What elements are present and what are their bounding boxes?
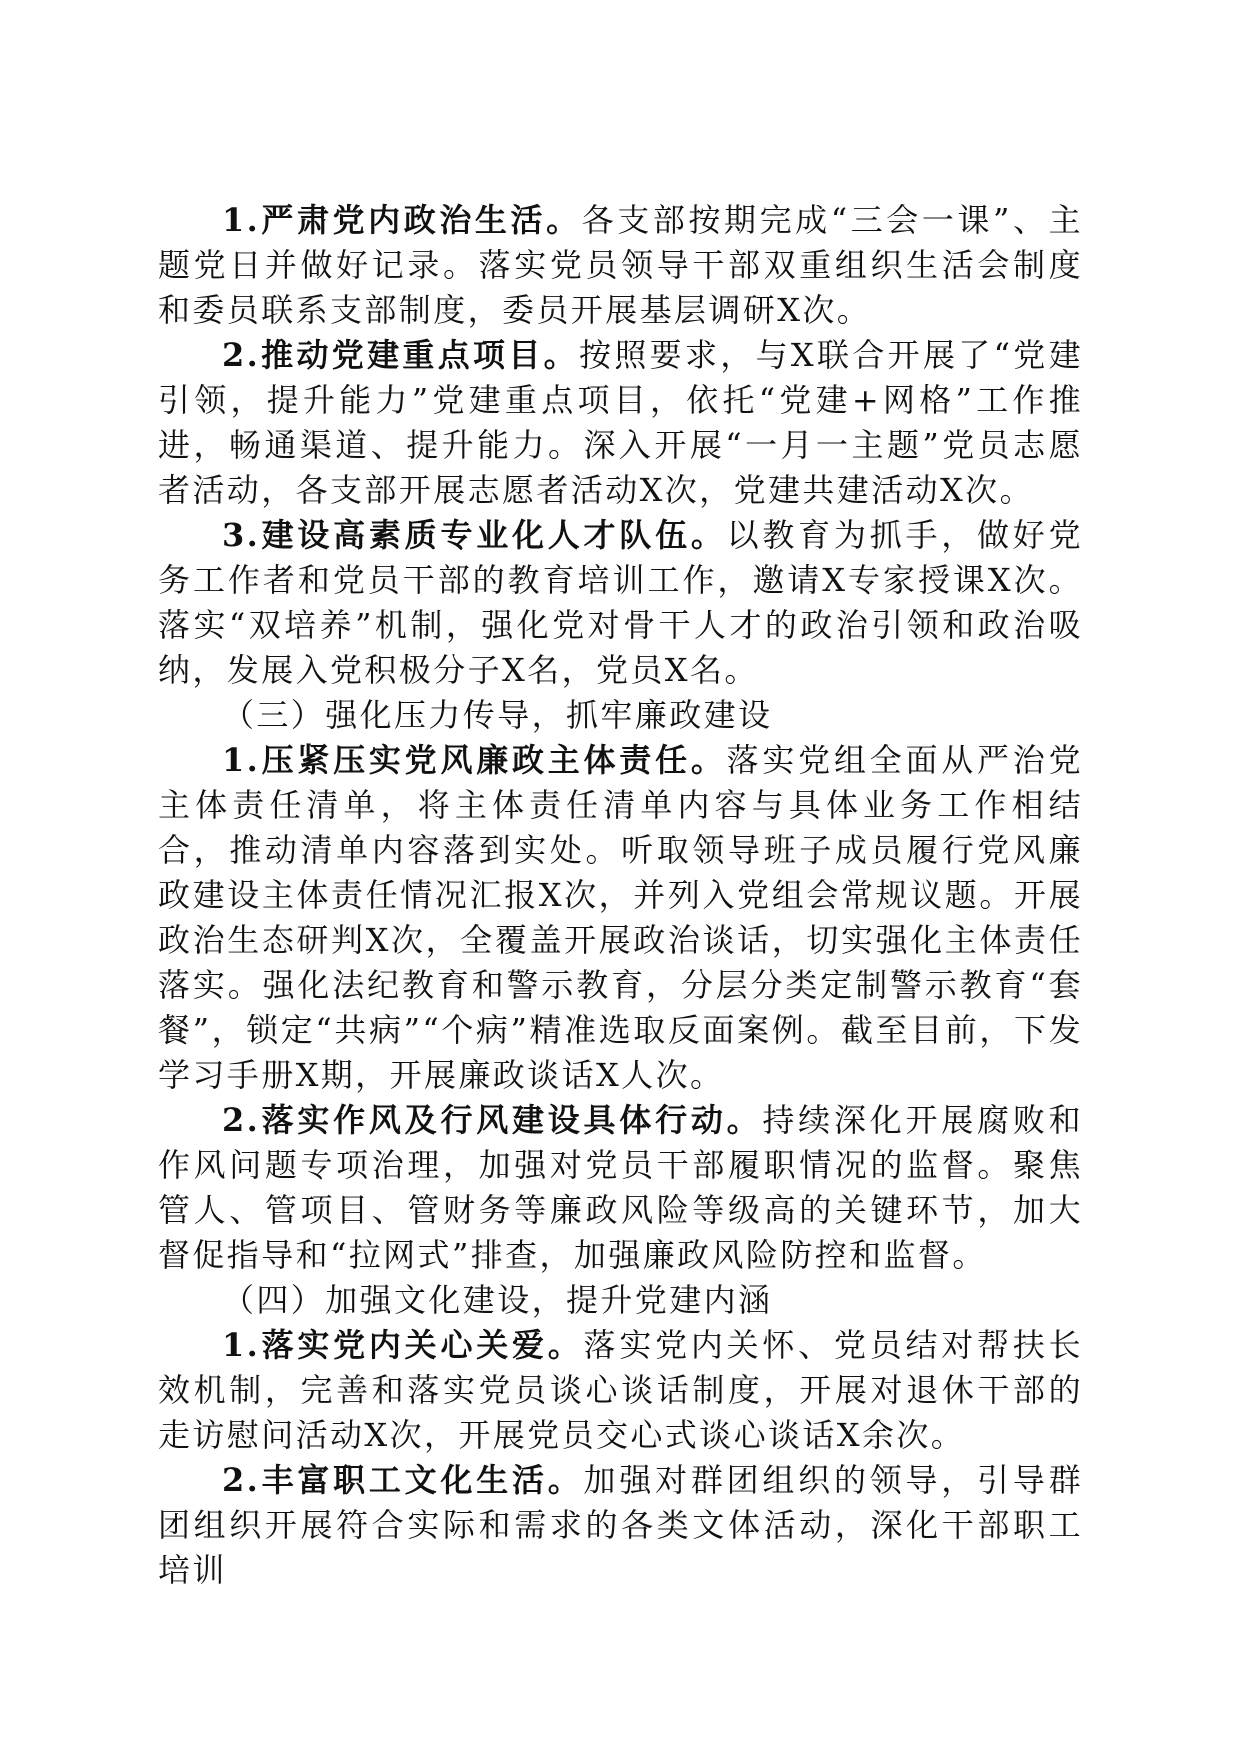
paragraph-lead: 2.丰富职工文化生活。 bbox=[222, 1461, 584, 1499]
paragraph-text: 落实党内关怀、党员结对帮扶长效机制，完善和落实党员谈心谈话制度，开展对退休干部的走访慰问活动X次，开展党员交心式谈心谈话X余次。 bbox=[158, 1326, 1083, 1454]
paragraph-lead: 1.严肃党内政治生活。 bbox=[222, 201, 582, 239]
paragraph-text: 各支部按期完成“三会一课”、主题党日并做好记录。落实党员领导干部双重组织生活会制度和委员联系支部制度，委员开展基层调研X次。 bbox=[158, 201, 1083, 329]
paragraph-integrity-responsibility bbox=[158, 738, 1083, 1098]
paragraph-serious-political-life bbox=[158, 198, 1083, 333]
paragraph-staff-culture bbox=[158, 1458, 1083, 1593]
paragraph-text: 加强对群团组织的领导，引导群团组织开展符合实际和需求的各类文体活动，深化干部职工培训 bbox=[158, 1461, 1083, 1589]
paragraph-lead: 2.推动党建重点项目。 bbox=[222, 336, 579, 374]
paragraph-care bbox=[158, 1323, 1083, 1458]
paragraph-text: 以教育为抓手，做好党务工作者和党员干部的教育培训工作，邀请X专家授课X次。落实“双培养”机制，强化党对骨干人才的政治引领和政治吸纳，发展入党积极分子X名，党员X名。 bbox=[158, 516, 1083, 689]
section-heading-integrity: （三）强化压力传导，抓牢廉政建设 bbox=[222, 696, 773, 734]
paragraph-lead: 1.落实党内关心关爱。 bbox=[222, 1326, 584, 1364]
document-body bbox=[158, 198, 1083, 1593]
paragraph-lead: 1.压紧压实党风廉政主体责任。 bbox=[222, 741, 727, 779]
paragraph-lead: 3.建设高素质专业化人才队伍。 bbox=[222, 516, 727, 554]
section-heading-culture: （四）加强文化建设，提升党建内涵 bbox=[222, 1281, 773, 1319]
paragraph-text: 落实党组全面从严治党主体责任清单，将主体责任清单内容与具体业务工作相结合，推动清单内容落到实处。听取领导班子成员履行党风廉政建设主体责任情况汇报X次，并列入党组会常规议题。开展政治生态研判X次，全覆盖开展政治谈话，切实强化主体责任落实。强化法纪教育和警示教育，分层分类定制警示教育“套餐”，锁定“共病”“个病”精准选取反面案例。截至目前，下发学习手册X期，开展廉政谈话X人次。 bbox=[158, 741, 1083, 1094]
paragraph-party-building-projects bbox=[158, 333, 1083, 513]
paragraph-text: 按照要求，与X联合开展了“党建引领，提升能力”党建重点项目，依托“党建+网格”工作推进，畅通渠道、提升能力。深入开展“一月一主题”党员志愿者活动，各支部开展志愿者活动X次，党建共建活动X次。 bbox=[158, 336, 1083, 509]
paragraph-lead: 2.落实作风及行风建设具体行动。 bbox=[222, 1101, 763, 1139]
paragraph-talent-team bbox=[158, 513, 1083, 693]
paragraph-work-style bbox=[158, 1098, 1083, 1278]
paragraph-text: 持续深化开展腐败和作风问题专项治理，加强对党员干部履职情况的监督。聚焦管人、管项目、管财务等廉政风险等级高的关键环节，加大督促指导和“拉网式”排查，加强廉政风险防控和监督。 bbox=[158, 1101, 1083, 1274]
